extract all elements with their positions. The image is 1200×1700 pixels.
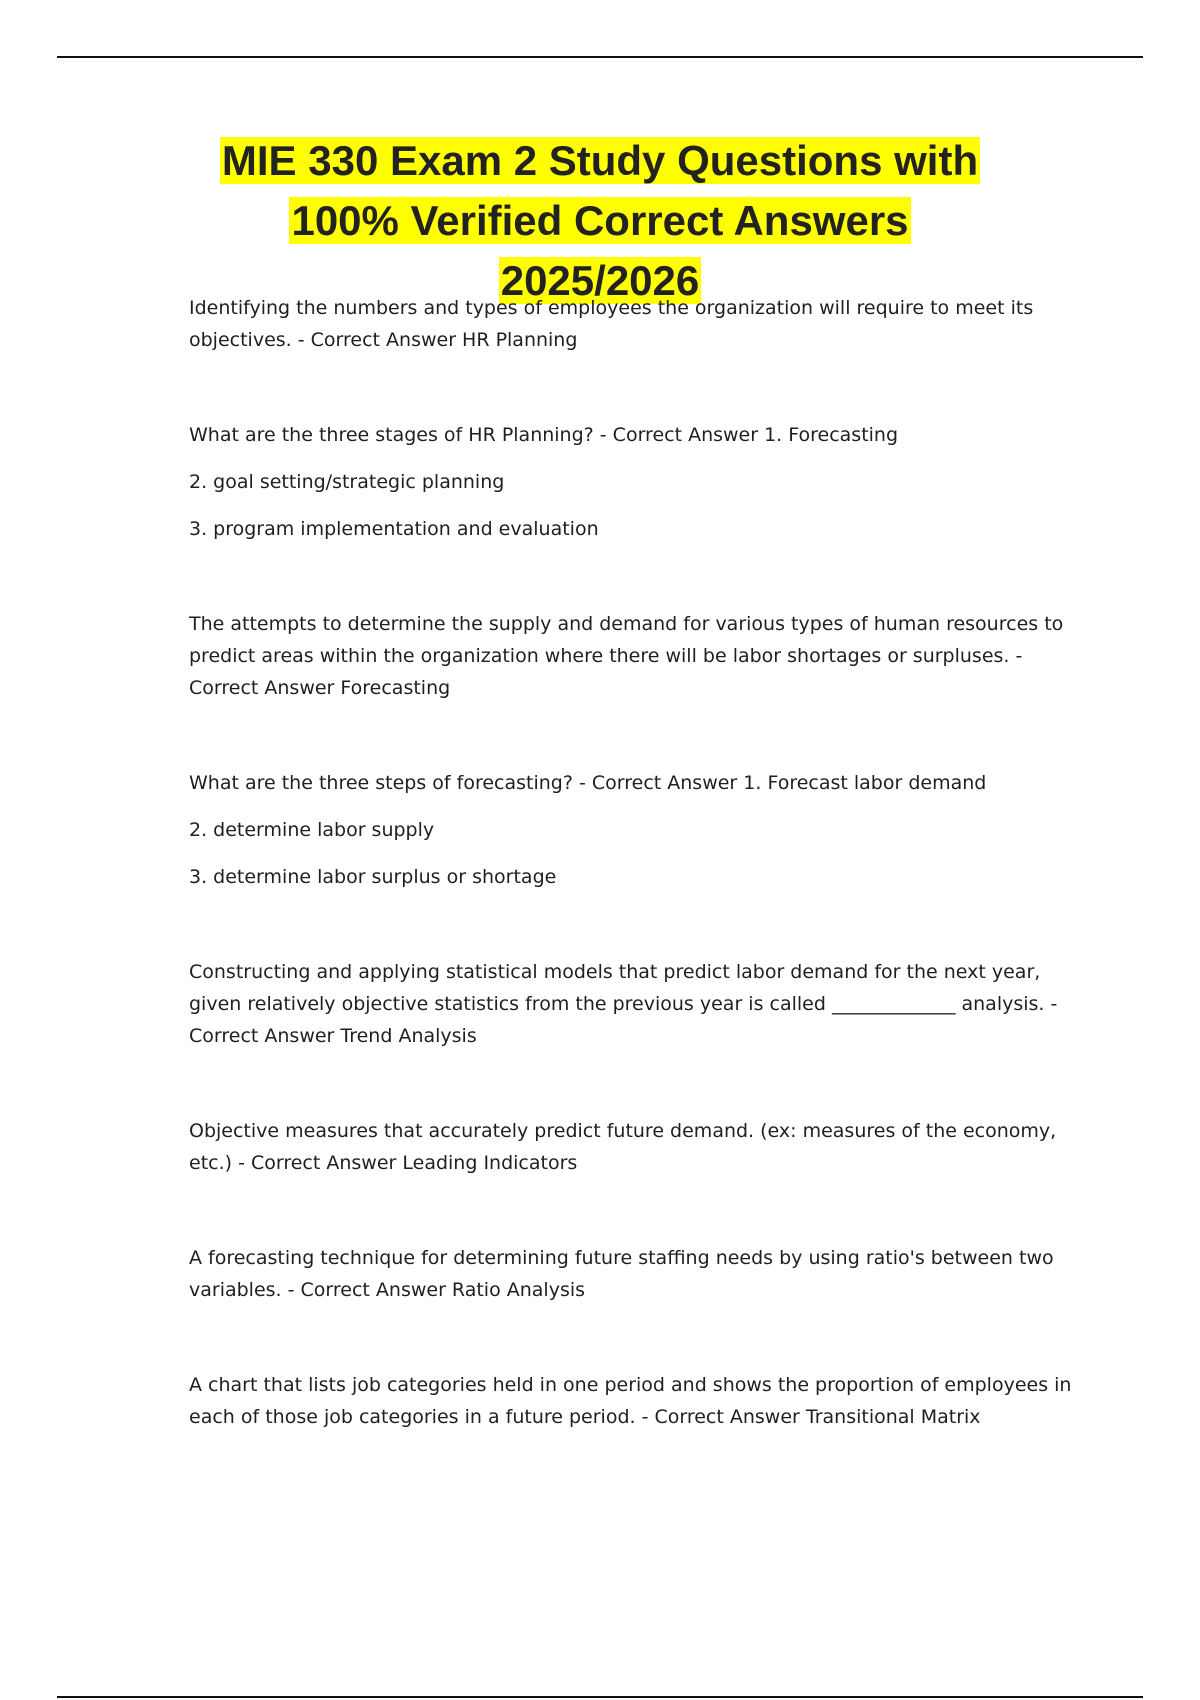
entry-text-line: Correct Answer Trend Analysis xyxy=(189,1025,477,1047)
entry-spacer xyxy=(189,356,1049,419)
entry-text-line: given relatively objective statistics from the previous year is called _____________ analysis. - xyxy=(189,993,1058,1015)
question-list xyxy=(189,292,1072,1433)
entry-spacer xyxy=(189,545,1049,608)
entry-spacer xyxy=(189,1179,1049,1242)
entry-list-item: 3. determine labor surplus or shortage xyxy=(189,866,557,888)
qa-entry xyxy=(189,1369,1072,1433)
entry-text-line: What are the three stages of HR Planning? - Correct Answer 1. Forecasting xyxy=(189,424,899,446)
qa-entry xyxy=(189,608,1064,704)
title-line-1: MIE 330 Exam 2 Study Questions with xyxy=(221,137,979,184)
title-line-3: 2025/2026 xyxy=(500,257,700,304)
entry-text-line: predict areas within the organization where there will be labor shortages or surpluses. - xyxy=(189,645,1023,667)
entry-spacer xyxy=(189,704,1049,767)
entry-list-item: 2. goal setting/strategic planning xyxy=(189,471,505,493)
entry-text-line: Constructing and applying statistical models that predict labor demand for the next year, xyxy=(189,961,1041,983)
qa-entry xyxy=(189,1242,1054,1306)
qa-entry xyxy=(189,1115,1057,1179)
entry-spacer xyxy=(189,1306,1049,1369)
qa-entry xyxy=(189,292,1049,356)
bottom-rule xyxy=(57,1696,1143,1698)
entry-text-line: Objective measures that accurately predict future demand. (ex: measures of the economy, xyxy=(189,1120,1057,1142)
entry-text-line: variables. - Correct Answer Ratio Analysis xyxy=(189,1279,586,1301)
entry-text-line: A forecasting technique for determining future staffing needs by using ratio's between two xyxy=(189,1247,1054,1269)
entry-spacer xyxy=(189,1052,1049,1115)
entry-text-line: The attempts to determine the supply and demand for various types of human resources to xyxy=(189,613,1064,635)
title-line-2: 100% Verified Correct Answers xyxy=(291,197,909,244)
entry-spacer xyxy=(189,893,1049,956)
document-title xyxy=(150,136,1050,316)
entry-text-line: Identifying the numbers and types of employees the organization will require to meet its xyxy=(189,297,1034,319)
top-rule xyxy=(57,56,1143,58)
qa-entry xyxy=(189,419,1049,545)
entry-text-line: each of those job categories in a future period. - Correct Answer Transitional Matrix xyxy=(189,1406,981,1428)
entry-text-line: What are the three steps of forecasting? - Correct Answer 1. Forecast labor demand xyxy=(189,772,987,794)
entry-text-line: Correct Answer Forecasting xyxy=(189,677,451,699)
entry-text-line: objectives. - Correct Answer HR Planning xyxy=(189,329,578,351)
entry-text-line: A chart that lists job categories held in one period and shows the proportion of employees in xyxy=(189,1374,1072,1396)
entry-text-line: etc.) - Correct Answer Leading Indicators xyxy=(189,1152,578,1174)
entry-list-item: 2. determine labor supply xyxy=(189,819,435,841)
qa-entry xyxy=(189,956,1058,1052)
qa-entry xyxy=(189,767,1049,893)
entry-list-item: 3. program implementation and evaluation xyxy=(189,518,599,540)
